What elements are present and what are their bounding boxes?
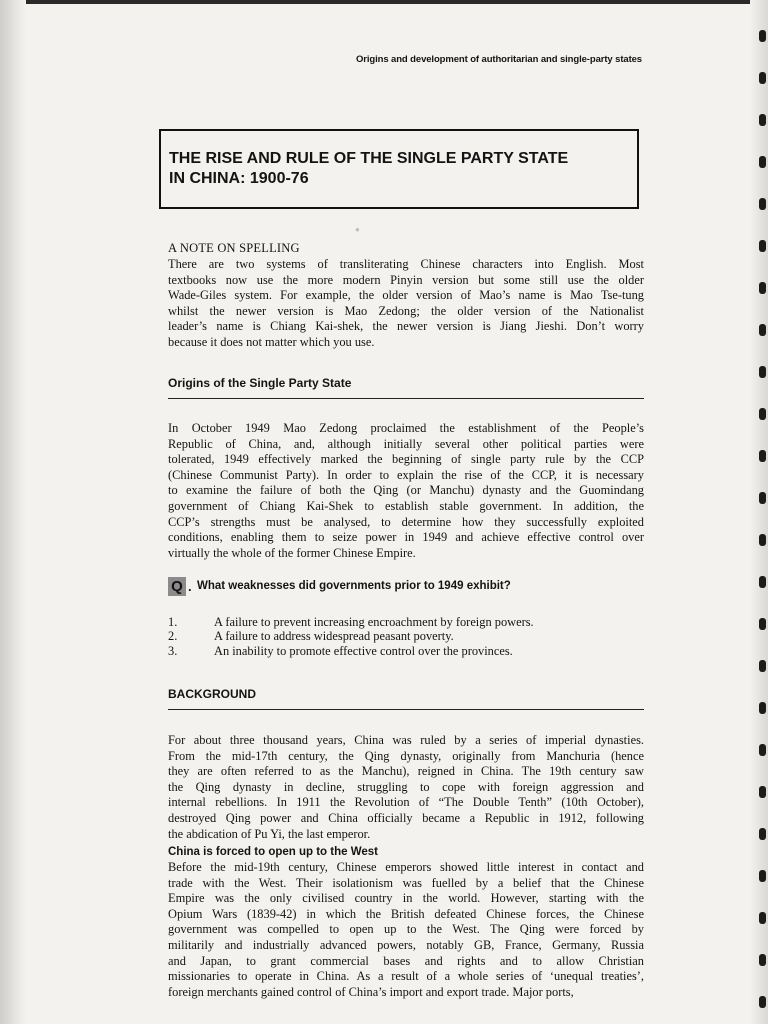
text-line: tolerated, 1949 effectively marked the beginning of single party rule by the CCP [168, 452, 644, 467]
binding-hole [759, 576, 766, 588]
list-text: A failure to prevent increasing encroachment by foreign powers. [214, 615, 534, 629]
binding-hole [759, 912, 766, 924]
running-header: Origins and development of authoritarian and single-party states [355, 54, 642, 65]
question-badge-dot: . [188, 579, 192, 594]
binding-hole [759, 240, 766, 252]
binding-hole [759, 702, 766, 714]
background-paragraph [168, 733, 644, 842]
binding-hole [759, 156, 766, 168]
text-line: Opium Wars (1839-42) in which the British defeated Chinese forces, the Chinese [168, 906, 644, 921]
binding-hole [759, 870, 766, 882]
text-line: missionaries to operate in China. As a result of a whole series of ‘unequal treaties’, [168, 969, 644, 984]
note-paragraph [168, 257, 644, 351]
question-badge-icon: Q [168, 577, 186, 596]
text-line: Empire was the only civilised country in the world. However, starting with the [168, 891, 644, 906]
text-line: In October 1949 Mao Zedong proclaimed the establishment of the People’s [168, 421, 644, 435]
text-line: (Chinese Communist Party). In order to explain the rise of the CCP, it is necessary [168, 467, 644, 482]
text-line: government was compelled to open up to the West. The Qing were forced by [168, 922, 644, 937]
binding-hole [759, 660, 766, 672]
chapter-title-line-1: THE RISE AND RULE OF THE SINGLE PARTY STATE [169, 150, 569, 167]
binding-hole [759, 828, 766, 840]
text-line: There are two systems of transliterating Chinese characters into English. Most [168, 257, 644, 271]
text-line: Before the mid-19th century, Chinese emperors showed little interest in contact and [168, 860, 644, 874]
section-divider [168, 709, 644, 710]
text-line: the Qing dynasty in decline, struggling to cope with foreign aggression and [168, 779, 644, 794]
text-line: conditions, enabling them to seize power in 1949 and achieve effective control over [168, 530, 644, 545]
list-number: 2. [168, 629, 178, 644]
binding-hole [759, 786, 766, 798]
binding-hole [759, 450, 766, 462]
page-top-edge [0, 0, 768, 4]
page-right-edge [750, 0, 768, 1024]
list-item [168, 615, 644, 629]
binding-hole [759, 618, 766, 630]
origins-paragraph [168, 421, 644, 561]
page-gutter-shadow [0, 0, 26, 1024]
chapter-title-box [159, 129, 639, 209]
binding-hole [759, 72, 766, 84]
note-heading: A NOTE ON SPELLING [168, 241, 300, 255]
binding-hole [759, 324, 766, 336]
text-line: they are often referred to as the Manchu), reigned in China. The 19th century saw [168, 764, 644, 779]
text-line: foreign merchants gained control of China’s import and export trade. Major ports, [168, 984, 574, 999]
text-line: leader’s name is Chiang Kai-shek, the newer version is Jiang Jieshi. Don’t worry [168, 319, 644, 334]
binding-hole [759, 954, 766, 966]
section-divider [168, 398, 644, 399]
text-line: whilst the newer version is Mao Zedong; the older version of the Nationalist [168, 303, 644, 318]
text-line: destroyed Qing power and China officially became a Republic in 1912, following [168, 810, 644, 825]
text-line: internal rebellions. In 1911 the Revolution of “The Double Tenth” (10th October), [168, 795, 644, 810]
chapter-title-line-2: IN CHINA: 1900-76 [169, 170, 309, 187]
list-text: A failure to address widespread peasant poverty. [214, 629, 454, 644]
binding-hole [759, 282, 766, 294]
section-heading-origins: Origins of the Single Party State [168, 376, 352, 390]
binding-hole [759, 114, 766, 126]
text-line: textbooks now use the more modern Pinyin version but some still use the older [168, 272, 644, 287]
text-line: trade with the West. Their isolationism was fuelled by a belief that the Chinese [168, 875, 644, 890]
subheading-west: China is forced to open up to the West [168, 846, 378, 858]
list-item [168, 644, 644, 658]
text-line: militarily and industrially advanced powers, notably GB, France, Germany, Russia [168, 937, 644, 952]
binding-hole [759, 198, 766, 210]
text-line: to examine the failure of both the Qing (or Manchu) dynasty and the Guomindang [168, 483, 644, 498]
text-line: CCP’s strengths must be analysed, to determine how they successfully exploited [168, 514, 644, 529]
text-line: because it does not matter which you use. [168, 334, 375, 349]
answer-list [168, 615, 644, 658]
list-text: An inability to promote effective control over the provinces. [214, 643, 513, 658]
binding-hole [759, 492, 766, 504]
question-text: What weaknesses did governments prior to 1949 exhibit? [197, 580, 511, 592]
binding-hole [759, 30, 766, 42]
west-paragraph [168, 860, 644, 1000]
text-line: For about three thousand years, China was ruled by a series of imperial dynasties. [168, 733, 644, 747]
list-number: 1. [168, 615, 178, 629]
scan-speck: ● [355, 225, 360, 234]
text-line: the abdication of Pu Yi, the last emperor. [168, 826, 371, 841]
text-line: Wade-Giles system. For example, the older version of Mao’s name is Mao Tse-tung [168, 288, 644, 303]
binding-hole [759, 366, 766, 378]
binding-hole [759, 534, 766, 546]
text-line: government of Chiang Kai-Shek to establish stable government. In addition, the [168, 498, 644, 513]
text-line: From the mid-17th century, the Qing dynasty, originally from Manchuria (hence [168, 748, 644, 763]
binding-hole [759, 408, 766, 420]
text-line: Republic of China, and, although initially several other political parties were [168, 436, 644, 451]
list-number: 3. [168, 643, 178, 658]
binding-hole [759, 744, 766, 756]
list-item [168, 629, 644, 643]
section-heading-background: BACKGROUND [168, 687, 256, 701]
binding-hole [759, 996, 766, 1008]
text-line: and Japan, to grant commercial bases and rights and to allow Christian [168, 953, 644, 968]
text-line: virtually the whole of the former Chinese Empire. [168, 545, 416, 560]
